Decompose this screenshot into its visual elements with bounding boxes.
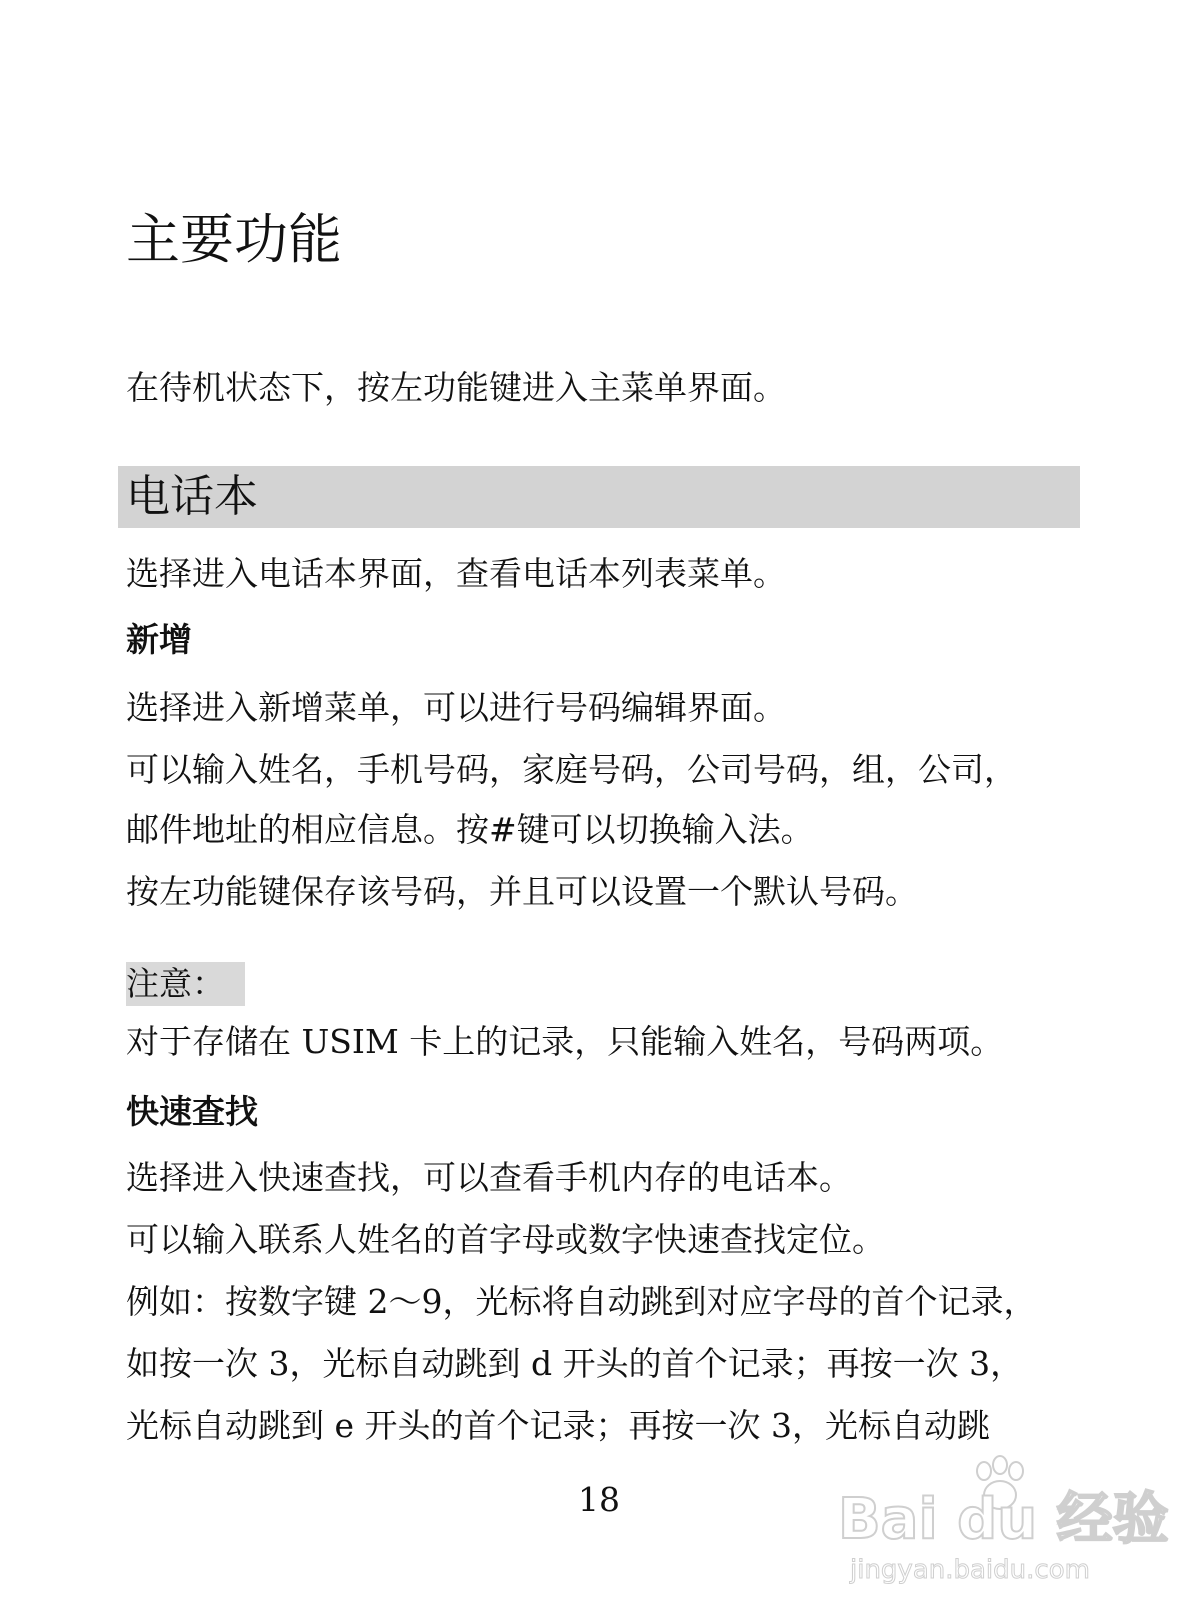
page-number: 18	[578, 1480, 620, 1519]
section-title: 电话本	[126, 471, 258, 522]
paragraph-line: 邮件地址的相应信息。按#键可以切换输入法。	[126, 810, 814, 849]
subheading-add-entry: 新增	[126, 620, 192, 659]
paragraph-line: 按左功能键保存该号码，并且可以设置一个默认号码。	[126, 872, 918, 911]
paragraph-line: 可以输入联系人姓名的首字母或数字快速查找定位。	[126, 1220, 885, 1259]
subheading-quick-search: 快速查找	[126, 1092, 258, 1131]
paragraph-line: 可以输入姓名，手机号码，家庭号码，公司号码，组，公司，	[126, 750, 1017, 789]
note-label: 注意：	[126, 962, 245, 1006]
paragraph-line: 选择进入新增菜单，可以进行号码编辑界面。	[126, 688, 786, 727]
section-header-bar	[118, 466, 1080, 528]
watermark-brand: Bai du 经验	[838, 1487, 1169, 1552]
page-title: 主要功能	[126, 208, 342, 271]
note-text: 对于存储在 USIM 卡上的记录，只能输入姓名，号码两项。	[126, 1022, 1004, 1061]
watermark-url: jingyan.baidu.com	[850, 1555, 1090, 1585]
section-description: 选择进入电话本界面，查看电话本列表菜单。	[126, 554, 786, 593]
paragraph-line: 例如：按数字键 2～9，光标将自动跳到对应字母的首个记录，	[126, 1282, 1037, 1321]
paragraph-line: 光标自动跳到 e 开头的首个记录；再按一次 3，光标自动跳	[126, 1406, 990, 1445]
intro-text: 在待机状态下，按左功能键进入主菜单界面。	[126, 368, 786, 407]
baidu-watermark	[838, 1455, 1168, 1605]
paragraph-line: 如按一次 3，光标自动跳到 d 开头的首个记录；再按一次 3，	[126, 1344, 1024, 1383]
paragraph-line: 选择进入快速查找，可以查看手机内存的电话本。	[126, 1158, 852, 1197]
